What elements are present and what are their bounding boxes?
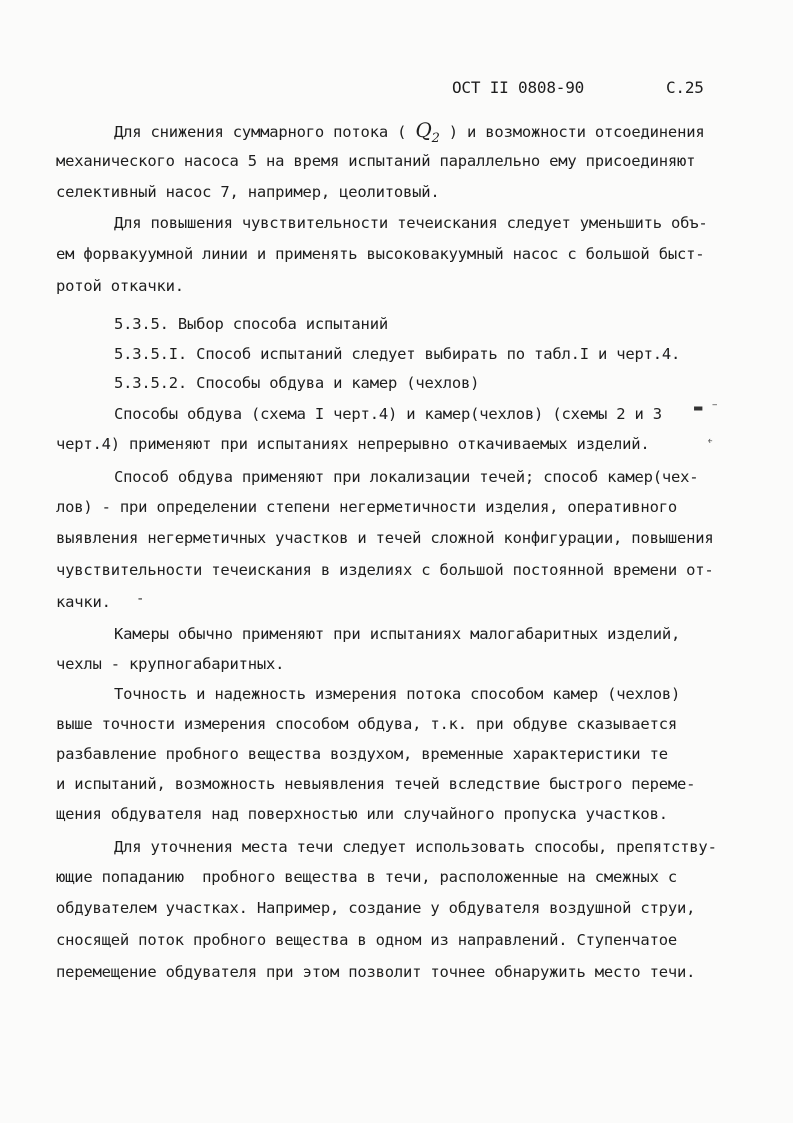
pen-mark: - <box>136 591 145 607</box>
text-line: черт.4) применяют при испытаниях непрерывно откачиваемых изделий. <box>56 435 650 453</box>
text-line: выявления негерметичных участков и течей сложной конфигурации, повышения <box>56 529 714 547</box>
text-line: селективный насос 7, например, цеолитовый. <box>56 183 440 201</box>
text-line: механического насоса 5 на время испытаний параллельно ему присоединяют <box>56 152 696 170</box>
text-line: Точность и надежность измерения потока способом камер (чехлов) <box>114 685 681 703</box>
text-line: ротой откачки. <box>56 277 184 295</box>
text-line: чехлы - крупногабаритных. <box>56 655 285 673</box>
text-line: и испытаний, возможность невыявления течей вследствие быстрого переме- <box>56 775 696 793</box>
formula-q2: $Q_2$ <box>415 118 440 146</box>
text-line: щения обдувателя над поверхностью или случайного пропуска участков. <box>56 805 668 823</box>
document-code: ОСТ II 0808-90 <box>452 78 585 97</box>
pen-mark: ▬ ⁻ <box>694 400 719 416</box>
text-line: выше точности измерения способом обдува, т.к. при обдуве сказывается <box>56 715 677 733</box>
pen-mark: ˿ <box>706 428 715 444</box>
text-line: лов) - при определении степени негерметичности изделия, оперативного <box>56 498 677 516</box>
text-line: перемещение обдувателя при этом позволит точнее обнаружить место течи. <box>56 963 696 981</box>
text-line: сносящей поток пробного вещества в одном из направлений. Ступенчатое <box>56 931 677 949</box>
section-heading: 5.3.5.I. Способ испытаний следует выбирать по табл.I и черт.4. <box>114 345 681 363</box>
text-line: Способы обдува (схема I черт.4) и камер(чехлов) (схемы 2 и 3 <box>114 405 662 423</box>
text-line: ющие попаданию пробного вещества в течи, расположенные на смежных с <box>56 868 677 886</box>
text-line: Способ обдува применяют при локализации течей; способ камер(чех- <box>114 468 699 486</box>
section-heading: 5.3.5.2. Способы обдува и камер (чехлов) <box>114 374 480 392</box>
page-number: С.25 <box>666 78 704 97</box>
text-line: разбавление пробного вещества воздухом, временные характеристики те <box>56 745 668 763</box>
text-line: качки. <box>56 593 111 611</box>
section-heading: 5.3.5. Выбор способа испытаний <box>114 315 388 333</box>
text-line: ем форвакуумной линии и применять высоковакуумный насос с большой быст- <box>56 245 705 263</box>
text-line: Для повышения чувствительности течеискания следует уменьшить объ- <box>114 214 708 232</box>
text-line: обдувателем участках. Например, создание у обдувателя воздушной струи, <box>56 899 696 917</box>
text-line: Для снижения суммарного потока ( $Q_2$ ) и возможности отсоединения <box>114 118 705 146</box>
text-line: Камеры обычно применяют при испытаниях малогабаритных изделий, <box>114 625 681 643</box>
text-line: чувствительности течеискания в изделиях с большой постоянной времени от- <box>56 561 714 579</box>
text-line: Для уточнения места течи следует использовать способы, препятству- <box>114 838 717 856</box>
